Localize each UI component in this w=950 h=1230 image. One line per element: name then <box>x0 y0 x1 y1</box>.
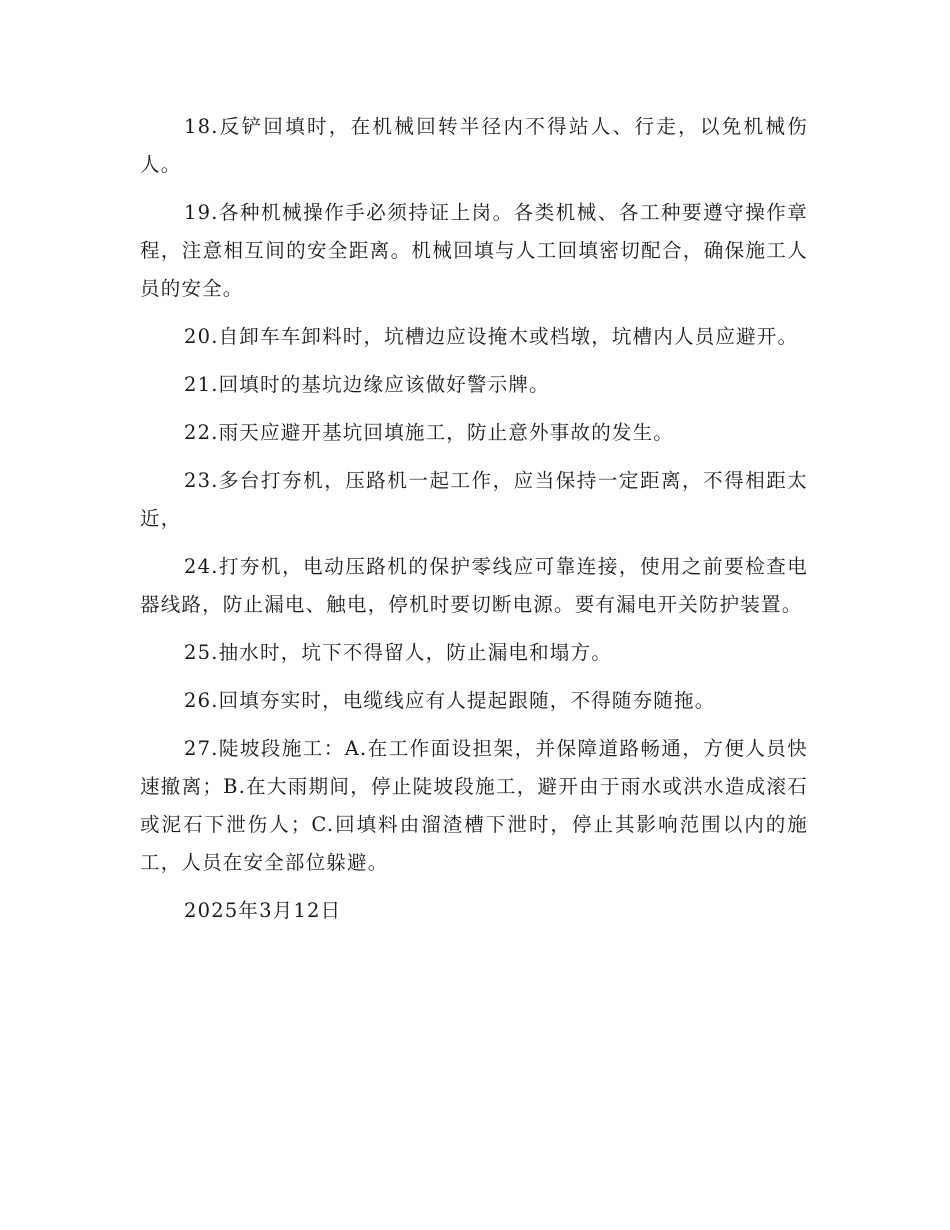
paragraph-19: 19.各种机械操作手必须持证上岗。各类机械、各工种要遵守操作章程，注意相互间的安全距离。机械回填与人工回填密切配合，确保施工人员的安全。 <box>140 201 808 300</box>
paragraph-26: 26.回填夯实时，电缆线应有人提起跟随，不得随夯随拖。 <box>184 689 716 712</box>
paragraph-20: 20.自卸车车卸料时，坑槽边应设掩木或档墩，坑槽内人员应避开。 <box>184 325 799 348</box>
paragraph-21: 21.回填时的基坑边缘应该做好警示牌。 <box>184 373 550 396</box>
paragraph-18: 18.反铲回填时，在机械回转半径内不得站人、行走，以免机械伤人。 <box>140 115 808 176</box>
paragraph-22: 22.雨天应避开基坑回填施工，防止意外事故的发生。 <box>184 421 675 444</box>
paragraph-23: 23.多台打夯机，压路机一起工作，应当保持一定距离，不得相距太近， <box>140 469 808 530</box>
paragraph-27: 27.陡坡段施工：A.在工作面设担架，并保障道路畅通，方便人员快速撤离；B.在大雨期间，停止陡坡段施工，避开由于雨水或洪水造成滚石或泥石下泄伤人；C.回填料由溜渣槽下泄时，停止其影响范围以内的施工，人员在安全部位躲避。 <box>140 737 808 874</box>
document-body <box>140 108 808 940</box>
paragraph-24: 24.打夯机，电动压路机的保护零线应可靠连接，使用之前要检查电器线路，防止漏电、触电，停机时要切断电源。要有漏电开关防护装置。 <box>140 555 808 616</box>
paragraph-25: 25.抽水时，坑下不得留人，防止漏电和塌方。 <box>184 641 612 664</box>
document-date: 2025年3月12日 <box>184 899 342 922</box>
